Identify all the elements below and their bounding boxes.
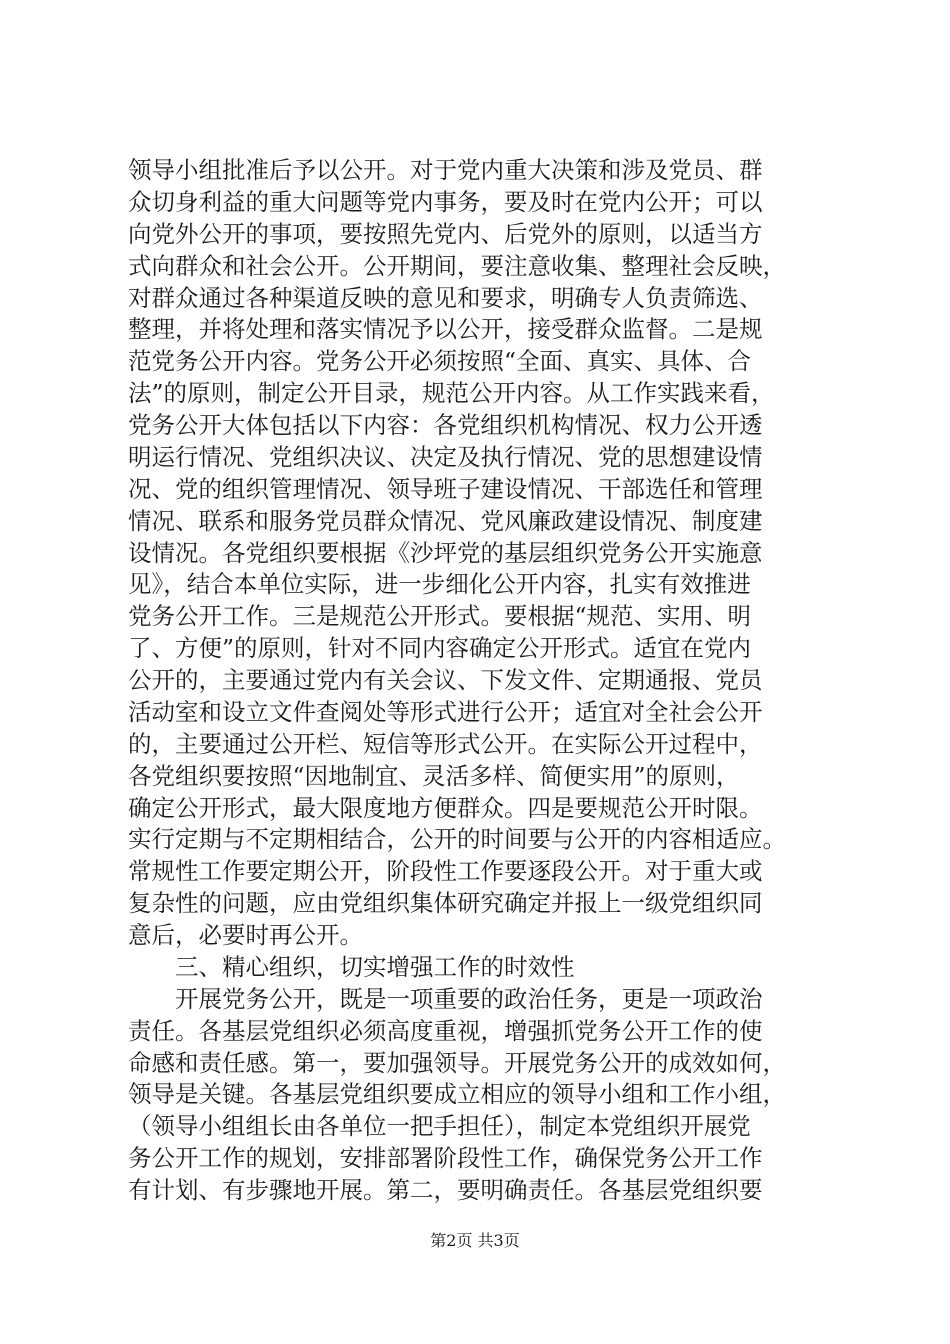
text-line: 党务公开大体包括以下内容：各党组织机构情况、权力公开透 bbox=[128, 411, 763, 439]
text-line: 活动室和设立文件查阅处等形式进行公开；适宜对全社会公开 bbox=[128, 697, 763, 726]
text-line: 范党务公开内容。党务公开必须按照“全面、真实、具体、合 bbox=[128, 347, 752, 376]
text-line: （领导小组组长由各单位一把手担任），制定本党组织开展党 bbox=[128, 1112, 751, 1141]
text-line: 了、方便”的原则，针对不同内容确定公开形式。适宜在党内 bbox=[128, 634, 752, 663]
text-line: 设情况。各党组织要根据《沙坪党的基层组织党务公开实施意 bbox=[128, 538, 763, 567]
text-line: 各党组织要按照“因地制宜、灵活多样、简便实用”的原则， bbox=[128, 761, 740, 790]
text-line: 责任。各基层党组织必须高度重视，增强抓党务公开工作的使 bbox=[128, 1016, 763, 1045]
text-line: 确定公开形式，最大限度地方便群众。四是要规范公开时限。 bbox=[128, 793, 763, 822]
text-line: 实行定期与不定期相结合，公开的时间要与公开的内容相适应。 bbox=[128, 825, 786, 854]
text-line: 命感和责任感。第一，要加强领导。开展党务公开的成效如何， bbox=[128, 1048, 786, 1077]
text-line: 众切身利益的重大问题等党内事务，要及时在党内公开；可以 bbox=[128, 187, 763, 216]
text-line: 领导小组批准后予以公开。对于党内重大决策和涉及党员、群 bbox=[128, 156, 763, 184]
text-line: 明运行情况、党组织决议、决定及执行情况、党的思想建设情 bbox=[128, 442, 763, 471]
text-line: 复杂性的问题，应由党组织集体研究确定并报上一级党组织同 bbox=[128, 889, 763, 918]
text-line: 常规性工作要定期公开，阶段性工作要逐段公开。对于重大或 bbox=[128, 857, 763, 886]
page-footer: 第2页 共3页 bbox=[430, 1231, 520, 1250]
text-line: 党务公开工作。三是规范公开形式。要根据“规范、实用、明 bbox=[128, 602, 752, 631]
text-line: 三、精心组织，切实增强工作的时效性 bbox=[128, 952, 575, 981]
document-body bbox=[128, 155, 848, 1207]
text-line: 情况、联系和服务党员群众情况、党风廉政建设情况、制度建 bbox=[128, 506, 763, 535]
text-line: 对群众通过各种渠道反映的意见和要求，明确专人负责筛选、 bbox=[128, 283, 763, 312]
text-line: 的，主要通过公开栏、短信等形式公开。在实际公开过程中， bbox=[128, 729, 763, 758]
text-line: 向党外公开的事项，要按照先党内、后党外的原则，以适当方 bbox=[128, 219, 763, 248]
text-line: 法”的原则，制定公开目录，规范公开内容。从工作实践来看， bbox=[128, 379, 775, 408]
text-line: 意后，必要时再公开。 bbox=[128, 921, 363, 949]
text-line: 况、党的组织管理情况、领导班子建设情况、干部选任和管理 bbox=[128, 474, 763, 503]
text-line: 见》，结合本单位实际，进一步细化公开内容，扎实有效推进 bbox=[128, 570, 751, 599]
text-line: 整理，并将处理和落实情况予以公开，接受群众监督。二是规 bbox=[128, 315, 763, 344]
text-line: 领导是关键。各基层党组织要成立相应的领导小组和工作小组， bbox=[128, 1080, 786, 1109]
text-line: 务公开工作的规划，安排部署阶段性工作，确保党务公开工作 bbox=[128, 1144, 763, 1173]
text-line: 有计划、有步骤地开展。第二，要明确责任。各基层党组织要 bbox=[128, 1176, 763, 1204]
text-line: 式向群众和社会公开。公开期间，要注意收集、整理社会反映， bbox=[128, 251, 786, 280]
text-line: 开展党务公开，既是一项重要的政治任务，更是一项政治 bbox=[128, 984, 763, 1013]
text-line: 公开的，主要通过党内有关会议、下发文件、定期通报、党员 bbox=[128, 666, 763, 694]
